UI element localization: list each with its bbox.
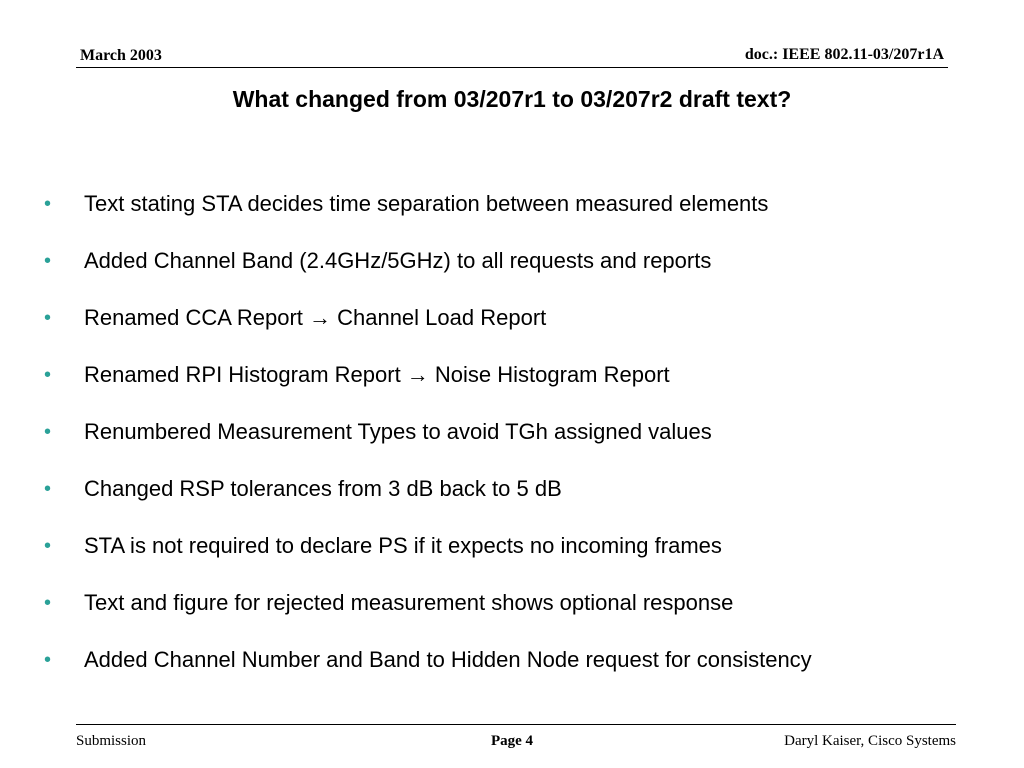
- footer-submission: Submission: [76, 733, 147, 749]
- footer-rule: [76, 724, 956, 725]
- bullet-text: Renumbered Measurement Types to avoid TGh assigned values: [84, 419, 712, 444]
- bullet-icon: •: [44, 307, 52, 329]
- slide-title: What changed from 03/207r1 to 03/207r2 draft text?: [232, 86, 792, 112]
- header-rule: [76, 67, 948, 68]
- footer-page-number: Page 4: [490, 733, 534, 749]
- bullet-text: Renamed RPI Histogram Report → Noise Histogram Report: [84, 362, 670, 387]
- bullet-icon: •: [44, 421, 52, 443]
- bullet-icon: •: [44, 250, 52, 272]
- bullet-text: Added Channel Number and Band to Hidden Node request for consistency: [84, 647, 812, 672]
- bullet-text: Added Channel Band (2.4GHz/5GHz) to all requests and reports: [84, 248, 712, 273]
- header-doc-id: doc.: IEEE 802.11-03/207r1A: [744, 46, 944, 63]
- bullet-icon: •: [44, 364, 52, 386]
- bullet-icon: •: [44, 478, 52, 500]
- bullet-text: Changed RSP tolerances from 3 dB back to 5 dB: [84, 476, 562, 501]
- bullet-text: Text and figure for rejected measurement shows optional response: [84, 590, 734, 615]
- bullet-text: Renamed CCA Report → Channel Load Report: [84, 305, 547, 330]
- bullet-icon: •: [44, 193, 52, 215]
- bullet-icon: •: [44, 535, 52, 557]
- bullet-text: Text stating STA decides time separation between measured elements: [84, 191, 769, 216]
- bullet-icon: •: [44, 592, 52, 614]
- bullet-text: STA is not required to declare PS if it expects no incoming frames: [84, 533, 722, 558]
- bullet-icon: •: [44, 649, 52, 671]
- footer-author: Daryl Kaiser, Cisco Systems: [784, 733, 956, 749]
- header-date: March 2003: [80, 47, 162, 64]
